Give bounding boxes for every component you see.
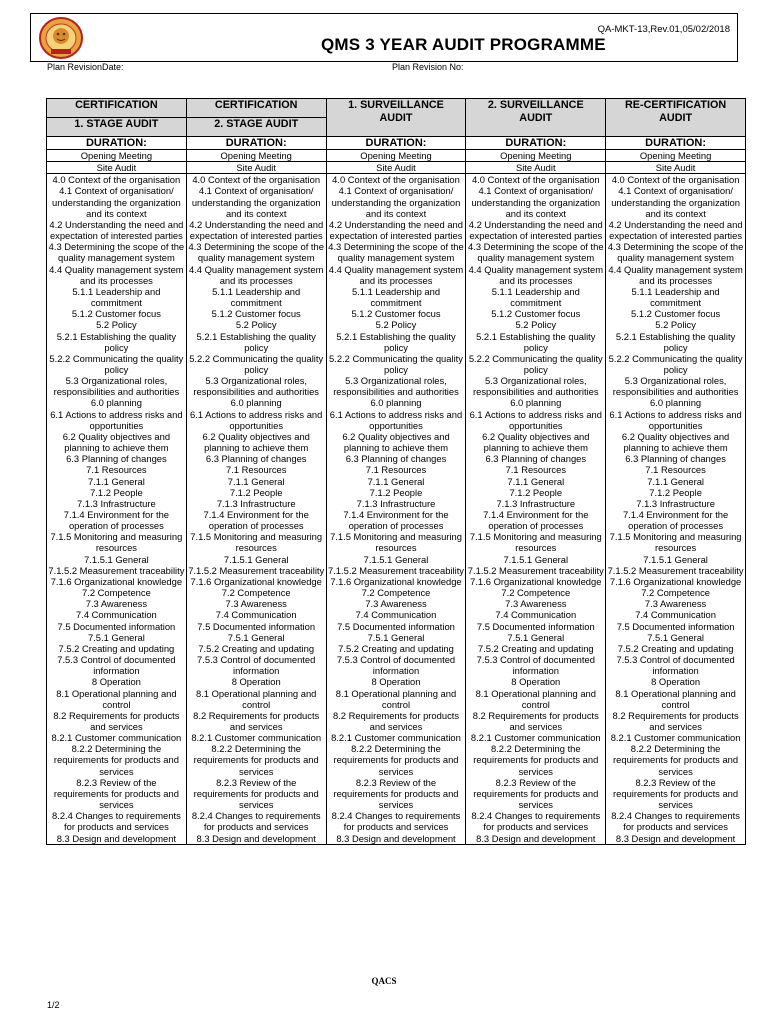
table-cell: 7.1 Resources xyxy=(47,464,187,475)
table-row xyxy=(47,621,746,632)
table-cell: 4.0 Context of the organisation xyxy=(47,174,187,186)
table-cell: 8.2 Requirements for products and services xyxy=(47,710,187,732)
table-cell: 6.0 planning xyxy=(606,397,746,408)
duration-label: DURATION: xyxy=(186,137,326,150)
table-cell: 4.2 Understanding the need and expectation of interested parties xyxy=(186,219,326,241)
table-cell: 7.5.3 Control of documented information xyxy=(466,654,606,676)
table-cell: 8.3 Design and development xyxy=(606,833,746,845)
table-row xyxy=(47,353,746,375)
table-cell: 8.3 Design and development xyxy=(466,833,606,845)
table-cell: 8.2.1 Customer communication xyxy=(186,732,326,743)
table-cell: 7.1.5.2 Measurement traceability xyxy=(188,564,325,576)
table-cell: Opening Meeting xyxy=(466,150,606,162)
table-cell: 7.1.5.1 General xyxy=(326,554,466,565)
table-cell: 7.1.6 Organizational knowledge xyxy=(606,576,746,587)
table-cell: 7.3 Awareness xyxy=(47,598,187,609)
table-cell: Opening Meeting xyxy=(186,150,326,162)
table-row xyxy=(47,587,746,598)
table-cell: 7.5.1 General xyxy=(466,632,606,643)
table-cell: 8.3 Design and development xyxy=(326,833,466,845)
table-cell: 7.1.5.1 General xyxy=(47,554,187,565)
table-cell: 7.5.3 Control of documented information xyxy=(606,654,746,676)
table-row xyxy=(47,654,746,676)
table-cell: 7.5.3 Control of documented information xyxy=(47,654,187,676)
table-cell: 7.1.5 Monitoring and measuring resources xyxy=(326,531,466,553)
table-cell: 4.3 Determining the scope of the quality management system xyxy=(606,241,746,263)
table-cell: 5.1.1 Leadership and commitment xyxy=(326,286,466,308)
table-cell: 5.3 Organizational roles, responsibilities and authorities xyxy=(326,375,466,397)
table-cell: 7.1.5 Monitoring and measuring resources xyxy=(466,531,606,553)
table-row xyxy=(47,487,746,498)
document-code: QA-MKT-13,Rev.01,05/02/2018 xyxy=(597,24,730,35)
table-cell: 7.1.5.2 Measurement traceability xyxy=(327,564,464,576)
table-cell: 4.0 Context of the organisation xyxy=(606,174,746,186)
table-cell: 8 Operation xyxy=(606,676,746,687)
table-cell: 4.4 Quality management system and its processes xyxy=(326,264,466,286)
table-cell: 6.1 Actions to address risks and opportunities xyxy=(326,409,466,431)
table-row xyxy=(47,509,746,531)
plan-revision-date-label: Plan RevisionDate: xyxy=(47,62,124,72)
table-cell: 7.1.2 People xyxy=(186,487,326,498)
table-cell: 7.1.2 People xyxy=(47,487,187,498)
table-cell: 8.2.2 Determining the requirements for products and services xyxy=(186,743,326,776)
table-cell: 5.3 Organizational roles, responsibilities and authorities xyxy=(466,375,606,397)
table-cell: 7.4 Communication xyxy=(186,609,326,620)
column-header: CERTIFICATION xyxy=(186,99,326,118)
table-cell: 7.1.1 General xyxy=(47,476,187,487)
table-row xyxy=(47,162,746,174)
table-cell: 6.1 Actions to address risks and opportunities xyxy=(47,409,187,431)
table-cell: 4.4 Quality management system and its processes xyxy=(606,264,746,286)
table-cell: 6.3 Planning of changes xyxy=(186,453,326,464)
table-cell: Site Audit xyxy=(326,162,466,174)
table-cell: 5.2 Policy xyxy=(186,319,326,330)
table-cell: 7.1.1 General xyxy=(466,476,606,487)
table-cell: 8.2.1 Customer communication xyxy=(606,732,746,743)
company-logo-icon xyxy=(37,16,85,60)
table-row xyxy=(47,431,746,453)
table-cell: 6.0 planning xyxy=(186,397,326,408)
table-cell: 7.1.3 Infrastructure xyxy=(47,498,187,509)
duration-label: DURATION: xyxy=(466,137,606,150)
table-cell: 5.1.1 Leadership and commitment xyxy=(186,286,326,308)
table-cell: 7.5 Documented information xyxy=(47,621,187,632)
table-cell: 7.5 Documented information xyxy=(466,621,606,632)
table-cell: 7.2 Competence xyxy=(606,587,746,598)
table-cell: 7.4 Communication xyxy=(466,609,606,620)
table-cell: 8.2.4 Changes to requirements for products and services xyxy=(606,810,746,832)
table-cell: 4.3 Determining the scope of the quality management system xyxy=(186,241,326,263)
table-cell: 5.2 Policy xyxy=(606,319,746,330)
table-cell: 5.2.2 Communicating the quality policy xyxy=(606,353,746,375)
table-cell: 8.1 Operational planning and control xyxy=(47,688,187,710)
table-cell: 8.2.3 Review of the requirements for products and services xyxy=(47,777,187,810)
table-cell: 8.2.4 Changes to requirements for products and services xyxy=(186,810,326,832)
table-cell: 4.4 Quality management system and its processes xyxy=(47,264,187,286)
table-cell: 5.1.2 Customer focus xyxy=(47,308,187,319)
table-cell: 8.1 Operational planning and control xyxy=(466,688,606,710)
table-cell: 7.1.5 Monitoring and measuring resources xyxy=(606,531,746,553)
table-cell: 4.0 Context of the organisation xyxy=(186,174,326,186)
table-cell: 6.1 Actions to address risks and opportunities xyxy=(606,409,746,431)
table-cell: 6.0 planning xyxy=(466,397,606,408)
footer-org: QACS xyxy=(371,976,397,986)
table-cell: 7.1.4 Environment for the operation of processes xyxy=(326,509,466,531)
table-cell: 8.2.3 Review of the requirements for products and services xyxy=(326,777,466,810)
table-cell: Opening Meeting xyxy=(326,150,466,162)
table-row xyxy=(47,810,746,832)
table-row xyxy=(47,219,746,241)
table-cell: Site Audit xyxy=(47,162,187,174)
table-cell: 7.5.3 Control of documented information xyxy=(186,654,326,676)
table-cell: 8 Operation xyxy=(466,676,606,687)
table-cell: 8.2 Requirements for products and services xyxy=(326,710,466,732)
table-cell: 7.1.2 People xyxy=(466,487,606,498)
table-cell: 5.2.1 Establishing the quality policy xyxy=(47,331,187,353)
table-row xyxy=(47,576,746,587)
plan-revision-no-label: Plan Revision No: xyxy=(392,62,464,72)
table-cell: 7.5.2 Creating and updating xyxy=(186,643,326,654)
table-cell: 7.5.1 General xyxy=(326,632,466,643)
table-cell: 7.1.6 Organizational knowledge xyxy=(466,576,606,587)
table-cell: 7.1.5.1 General xyxy=(606,554,746,565)
table-cell: 7.3 Awareness xyxy=(466,598,606,609)
table-cell: 6.2 Quality objectives and planning to achieve them xyxy=(326,431,466,453)
table-cell: 6.3 Planning of changes xyxy=(606,453,746,464)
table-cell: 7.1.2 People xyxy=(326,487,466,498)
table-cell: 7.1.4 Environment for the operation of processes xyxy=(186,509,326,531)
table-cell: 8.3 Design and development xyxy=(186,833,326,845)
table-cell: 5.1.2 Customer focus xyxy=(606,308,746,319)
duration-row xyxy=(47,137,746,150)
column-header: 2. SURVEILLANCE AUDIT xyxy=(466,99,606,137)
table-row xyxy=(47,453,746,464)
table-cell: 8.2.1 Customer communication xyxy=(47,732,187,743)
table-cell: 7.1.3 Infrastructure xyxy=(326,498,466,509)
table-cell: 8.1 Operational planning and control xyxy=(186,688,326,710)
table-cell: Site Audit xyxy=(606,162,746,174)
table-cell: 7.1.6 Organizational knowledge xyxy=(186,576,326,587)
table-cell: 5.2 Policy xyxy=(326,319,466,330)
table-cell: 5.1.2 Customer focus xyxy=(326,308,466,319)
table-cell: 4.4 Quality management system and its processes xyxy=(466,264,606,286)
table-row xyxy=(47,331,746,353)
table-cell: 5.1.1 Leadership and commitment xyxy=(466,286,606,308)
table-cell: 6.0 planning xyxy=(326,397,466,408)
table-row xyxy=(47,409,746,431)
table-cell: 4.2 Understanding the need and expectation of interested parties xyxy=(326,219,466,241)
table-cell: 8.2.3 Review of the requirements for products and services xyxy=(186,777,326,810)
table-cell: 7.5.2 Creating and updating xyxy=(47,643,187,654)
table-row xyxy=(47,464,746,475)
table-cell: 5.1.2 Customer focus xyxy=(186,308,326,319)
table-cell: 7.2 Competence xyxy=(466,587,606,598)
table-cell: 7.1.5 Monitoring and measuring resources xyxy=(186,531,326,553)
document-title: QMS 3 YEAR AUDIT PROGRAMME xyxy=(321,35,606,54)
table-cell: 7.1.3 Infrastructure xyxy=(606,498,746,509)
table-row xyxy=(47,319,746,330)
table-cell: 7.3 Awareness xyxy=(606,598,746,609)
table-cell: 7.1 Resources xyxy=(186,464,326,475)
table-row xyxy=(47,777,746,810)
table-cell: 8.2.2 Determining the requirements for products and services xyxy=(47,743,187,776)
table-cell: 4.3 Determining the scope of the quality management system xyxy=(47,241,187,263)
table-cell: 4.0 Context of the organisation xyxy=(326,174,466,186)
table-cell: 5.1.1 Leadership and commitment xyxy=(47,286,187,308)
table-cell: 7.2 Competence xyxy=(326,587,466,598)
page-number: 1/2 xyxy=(47,1000,60,1010)
table-row xyxy=(47,150,746,162)
table-cell: 7.1.6 Organizational knowledge xyxy=(326,576,466,587)
table-cell: 8.2.1 Customer communication xyxy=(466,732,606,743)
table-cell: 5.2.1 Establishing the quality policy xyxy=(186,331,326,353)
table-cell: 4.1 Context of organisation/ understanding the organization and its context xyxy=(47,185,187,218)
table-cell: 8.1 Operational planning and control xyxy=(326,688,466,710)
table-cell: 4.2 Understanding the need and expectation of interested parties xyxy=(466,219,606,241)
table-cell: 4.0 Context of the organisation xyxy=(466,174,606,186)
table-cell: 6.3 Planning of changes xyxy=(326,453,466,464)
table-row xyxy=(47,498,746,509)
table-cell: 5.2 Policy xyxy=(47,319,187,330)
table-cell: 6.1 Actions to address risks and opportunities xyxy=(186,409,326,431)
table-cell: 8.2.3 Review of the requirements for products and services xyxy=(606,777,746,810)
table-cell: 7.1.6 Organizational knowledge xyxy=(47,576,187,587)
table-cell: 8 Operation xyxy=(186,676,326,687)
table-cell: 8.2.4 Changes to requirements for products and services xyxy=(326,810,466,832)
table-cell: 7.1.4 Environment for the operation of processes xyxy=(606,509,746,531)
table-cell: 7.2 Competence xyxy=(186,587,326,598)
table-cell: Opening Meeting xyxy=(606,150,746,162)
table-cell: 8.3 Design and development xyxy=(47,833,187,845)
table-cell: 8.2.2 Determining the requirements for products and services xyxy=(606,743,746,776)
table-cell: 7.1.5.1 General xyxy=(466,554,606,565)
table-row xyxy=(47,554,746,565)
table-cell: 8.2.4 Changes to requirements for products and services xyxy=(466,810,606,832)
table-cell: 7.5 Documented information xyxy=(606,621,746,632)
table-row xyxy=(47,833,746,845)
table-cell: 6.0 planning xyxy=(47,397,187,408)
table-cell: 7.5.1 General xyxy=(606,632,746,643)
table-row xyxy=(47,743,746,776)
table-cell: 5.2 Policy xyxy=(466,319,606,330)
table-cell: 7.1.3 Infrastructure xyxy=(186,498,326,509)
table-row xyxy=(47,609,746,620)
table-cell: 5.2.2 Communicating the quality policy xyxy=(466,353,606,375)
table-cell: 6.3 Planning of changes xyxy=(466,453,606,464)
table-row xyxy=(47,397,746,408)
table-cell: 4.1 Context of organisation/ understanding the organization and its context xyxy=(606,185,746,218)
table-row xyxy=(47,710,746,732)
table-row xyxy=(47,308,746,319)
table-cell: 8 Operation xyxy=(47,676,187,687)
table-cell: 7.1 Resources xyxy=(606,464,746,475)
table-row xyxy=(47,732,746,743)
table-header-row xyxy=(47,99,746,118)
table-cell: Site Audit xyxy=(186,162,326,174)
table-cell: 5.3 Organizational roles, responsibilities and authorities xyxy=(186,375,326,397)
table-cell: 7.3 Awareness xyxy=(326,598,466,609)
table-cell: 7.1 Resources xyxy=(326,464,466,475)
table-cell: 7.3 Awareness xyxy=(186,598,326,609)
table-cell: 7.1.1 General xyxy=(606,476,746,487)
table-cell: 7.1.5.2 Measurement traceability xyxy=(607,564,744,576)
table-cell: 7.1.2 People xyxy=(606,487,746,498)
table-cell: 5.1.1 Leadership and commitment xyxy=(606,286,746,308)
table-cell: 6.2 Quality objectives and planning to achieve them xyxy=(606,431,746,453)
table-cell: 5.3 Organizational roles, responsibilities and authorities xyxy=(606,375,746,397)
table-row xyxy=(47,185,746,218)
table-cell: 7.5.2 Creating and updating xyxy=(606,643,746,654)
table-cell: 8.2.3 Review of the requirements for products and services xyxy=(466,777,606,810)
table-cell: 7.1.1 General xyxy=(186,476,326,487)
table-row xyxy=(47,643,746,654)
table-cell: 5.2.2 Communicating the quality policy xyxy=(326,353,466,375)
table-row xyxy=(47,286,746,308)
table-row xyxy=(47,241,746,263)
table-cell: 5.2.1 Establishing the quality policy xyxy=(606,331,746,353)
table-row xyxy=(47,688,746,710)
table-cell: Site Audit xyxy=(466,162,606,174)
table-row xyxy=(47,531,746,553)
table-cell: 4.3 Determining the scope of the quality management system xyxy=(466,241,606,263)
table-cell: 8.2 Requirements for products and services xyxy=(186,710,326,732)
table-cell: 7.1.5.1 General xyxy=(186,554,326,565)
table-cell: 7.5.2 Creating and updating xyxy=(466,643,606,654)
duration-label: DURATION: xyxy=(326,137,466,150)
table-cell: 7.5 Documented information xyxy=(326,621,466,632)
table-row xyxy=(47,476,746,487)
column-header: CERTIFICATION xyxy=(47,99,187,118)
table-cell: 4.1 Context of organisation/ understanding the organization and its context xyxy=(466,185,606,218)
table-row xyxy=(47,174,746,186)
table-cell: 7.5.1 General xyxy=(186,632,326,643)
table-cell: 7.1.5.2 Measurement traceability xyxy=(467,564,604,576)
table-cell: 8 Operation xyxy=(326,676,466,687)
duration-label: DURATION: xyxy=(47,137,187,150)
document-header xyxy=(30,13,738,62)
column-subheader: 2. STAGE AUDIT xyxy=(186,118,326,137)
table-cell: 8.1 Operational planning and control xyxy=(606,688,746,710)
table-cell: 7.1.5 Monitoring and measuring resources xyxy=(47,531,187,553)
table-cell: 5.3 Organizational roles, responsibilities and authorities xyxy=(47,375,187,397)
table-cell: 4.1 Context of organisation/ understanding the organization and its context xyxy=(186,185,326,218)
table-cell: 5.2.2 Communicating the quality policy xyxy=(47,353,187,375)
table-row xyxy=(47,598,746,609)
table-row xyxy=(47,565,746,576)
table-cell: 7.1.5.2 Measurement traceability xyxy=(48,564,185,576)
table-cell: Opening Meeting xyxy=(47,150,187,162)
table-cell: 7.1.1 General xyxy=(326,476,466,487)
table-cell: 7.1.4 Environment for the operation of processes xyxy=(47,509,187,531)
table-cell: 6.2 Quality objectives and planning to achieve them xyxy=(186,431,326,453)
table-cell: 7.4 Communication xyxy=(606,609,746,620)
table-cell: 4.2 Understanding the need and expectation of interested parties xyxy=(47,219,187,241)
duration-label: DURATION: xyxy=(606,137,746,150)
table-cell: 6.1 Actions to address risks and opportunities xyxy=(466,409,606,431)
table-cell: 7.4 Communication xyxy=(326,609,466,620)
table-cell: 8.2.2 Determining the requirements for products and services xyxy=(466,743,606,776)
table-cell: 4.3 Determining the scope of the quality management system xyxy=(326,241,466,263)
table-cell: 7.5.1 General xyxy=(47,632,187,643)
table-cell: 4.4 Quality management system and its processes xyxy=(186,264,326,286)
table-cell: 7.1.3 Infrastructure xyxy=(466,498,606,509)
table-cell: 4.2 Understanding the need and expectation of interested parties xyxy=(606,219,746,241)
column-header: 1. SURVEILLANCE AUDIT xyxy=(326,99,466,137)
table-cell: 4.1 Context of organisation/ understanding the organization and its context xyxy=(326,185,466,218)
table-row xyxy=(47,676,746,687)
table-row xyxy=(47,375,746,397)
audit-programme-table xyxy=(46,98,746,845)
table-cell: 8.2.4 Changes to requirements for products and services xyxy=(47,810,187,832)
table-cell: 7.5.3 Control of documented information xyxy=(326,654,466,676)
column-subheader: 1. STAGE AUDIT xyxy=(47,118,187,137)
table-cell: 5.2.2 Communicating the quality policy xyxy=(186,353,326,375)
table-cell: 5.2.1 Establishing the quality policy xyxy=(466,331,606,353)
table-cell: 7.1 Resources xyxy=(466,464,606,475)
table-cell: 8.2 Requirements for products and services xyxy=(466,710,606,732)
table-cell: 8.2 Requirements for products and services xyxy=(606,710,746,732)
table-cell: 7.1.4 Environment for the operation of processes xyxy=(466,509,606,531)
table-row xyxy=(47,264,746,286)
table-cell: 7.5.2 Creating and updating xyxy=(326,643,466,654)
table-cell: 8.2.2 Determining the requirements for products and services xyxy=(326,743,466,776)
table-cell: 6.2 Quality objectives and planning to achieve them xyxy=(466,431,606,453)
table-cell: 7.4 Communication xyxy=(47,609,187,620)
column-header: RE-CERTIFICATION AUDIT xyxy=(606,99,746,137)
table-cell: 6.3 Planning of changes xyxy=(47,453,187,464)
table-row xyxy=(47,632,746,643)
table-cell: 5.1.2 Customer focus xyxy=(466,308,606,319)
table-cell: 5.2.1 Establishing the quality policy xyxy=(326,331,466,353)
table-cell: 6.2 Quality objectives and planning to achieve them xyxy=(47,431,187,453)
table-cell: 7.2 Competence xyxy=(47,587,187,598)
table-cell: 7.5 Documented information xyxy=(186,621,326,632)
table-cell: 8.2.1 Customer communication xyxy=(326,732,466,743)
